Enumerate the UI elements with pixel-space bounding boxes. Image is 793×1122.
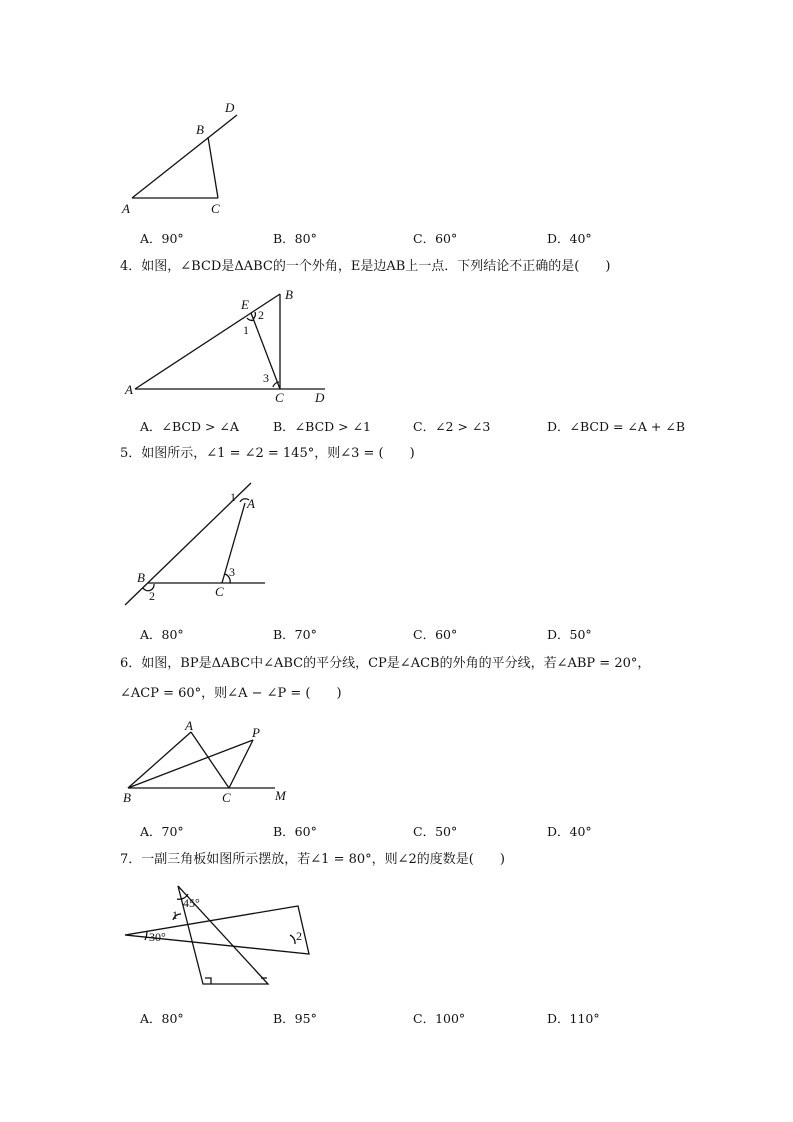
option-q6-c[interactable]: C．50°	[413, 824, 458, 839]
label-c: C	[275, 390, 284, 405]
figure-q7	[115, 880, 325, 995]
segment-b-a	[128, 732, 191, 788]
label-30-degree: 30°	[149, 930, 166, 944]
label-angle-2: 2	[258, 308, 264, 322]
options-q3	[0, 229, 793, 249]
option-q7-b[interactable]: B．95°	[273, 1011, 317, 1026]
option-q5-b[interactable]: B．70°	[273, 627, 317, 642]
question-4-stem: 4．如图，∠BCD是ΔABC的一个外角，E是边AB上一点．下列结论不正确的是( )	[120, 259, 611, 274]
label-a: A	[247, 496, 255, 511]
right-angle-mark-left	[205, 978, 211, 984]
label-e: E	[241, 297, 249, 312]
option-q4-d[interactable]: D．∠BCD = ∠A + ∠B	[547, 419, 686, 434]
label-a: A	[185, 718, 193, 733]
option-q5-c[interactable]: C．60°	[413, 627, 458, 642]
label-p: P	[252, 725, 260, 740]
option-q6-a[interactable]: A．70°	[140, 824, 184, 839]
arc-angle-2	[290, 935, 295, 944]
label-a: A	[122, 201, 130, 216]
option-q3-c[interactable]: C．60°	[413, 231, 458, 246]
label-c: C	[211, 201, 220, 216]
options-q5	[0, 625, 793, 645]
figure-q6	[115, 718, 305, 808]
options-q4	[0, 417, 793, 437]
label-angle-2: 2	[296, 929, 302, 943]
options-q6	[0, 822, 793, 842]
segment-b-p	[128, 740, 253, 788]
option-q4-a[interactable]: A．∠BCD > ∠A	[140, 419, 239, 434]
label-angle-1: 1	[243, 323, 249, 337]
option-q6-b[interactable]: B．60°	[273, 824, 317, 839]
arc-angle-2	[253, 312, 255, 319]
option-q7-d[interactable]: D．110°	[547, 1011, 600, 1026]
label-angle-3: 3	[263, 371, 269, 385]
label-angle-2: 2	[149, 589, 155, 603]
label-a: A	[125, 382, 133, 397]
label-angle-1: 1	[172, 908, 178, 922]
option-q4-c[interactable]: C．∠2 > ∠3	[413, 419, 491, 434]
options-q7	[0, 1009, 793, 1029]
figure-q5	[115, 478, 275, 608]
label-d: D	[225, 100, 235, 115]
question-6-stem-line-1: 6．如图，BP是ΔABC中∠ABC的平分线，CP是∠ACB的外角的平分线，若∠ABP = 20°，	[120, 656, 651, 671]
label-c: C	[222, 790, 231, 805]
figure-q3	[110, 95, 250, 220]
label-b: B	[137, 570, 145, 585]
option-q3-d[interactable]: D．40°	[547, 231, 592, 246]
option-q4-b[interactable]: B．∠BCD > ∠1	[273, 419, 372, 434]
label-b: B	[196, 122, 204, 137]
option-q3-b[interactable]: B．80°	[273, 231, 317, 246]
label-angle-3: 3	[229, 565, 235, 579]
figure-q4	[115, 282, 345, 407]
label-45-degree: 45°	[183, 896, 200, 910]
option-q7-c[interactable]: C．100°	[413, 1011, 466, 1026]
option-q6-d[interactable]: D．40°	[547, 824, 592, 839]
segment-a-c	[191, 732, 229, 788]
option-q5-a[interactable]: A．80°	[140, 627, 184, 642]
question-6-stem-line-2: ∠ACP = 60°，则∠A − ∠P = ( )	[120, 686, 342, 701]
label-b: B	[285, 287, 293, 302]
line-a-d	[132, 115, 237, 198]
question-5-stem: 5．如图所示，∠1 = ∠2 = 145°，则∠3 = ( )	[120, 446, 415, 461]
label-c: C	[215, 584, 224, 599]
label-m: M	[275, 788, 286, 803]
label-b: B	[123, 790, 131, 805]
option-q5-d[interactable]: D．50°	[547, 627, 592, 642]
segment-b-c	[208, 137, 218, 198]
label-d: D	[315, 390, 325, 405]
option-q3-a[interactable]: A．90°	[140, 231, 184, 246]
label-angle-1: 1	[230, 490, 236, 504]
question-7-stem: 7．一副三角板如图所示摆放，若∠1 = 80°，则∠2的度数是( )	[120, 852, 505, 867]
arc-30-degree	[145, 931, 147, 940]
option-q7-a[interactable]: A．80°	[140, 1011, 184, 1026]
